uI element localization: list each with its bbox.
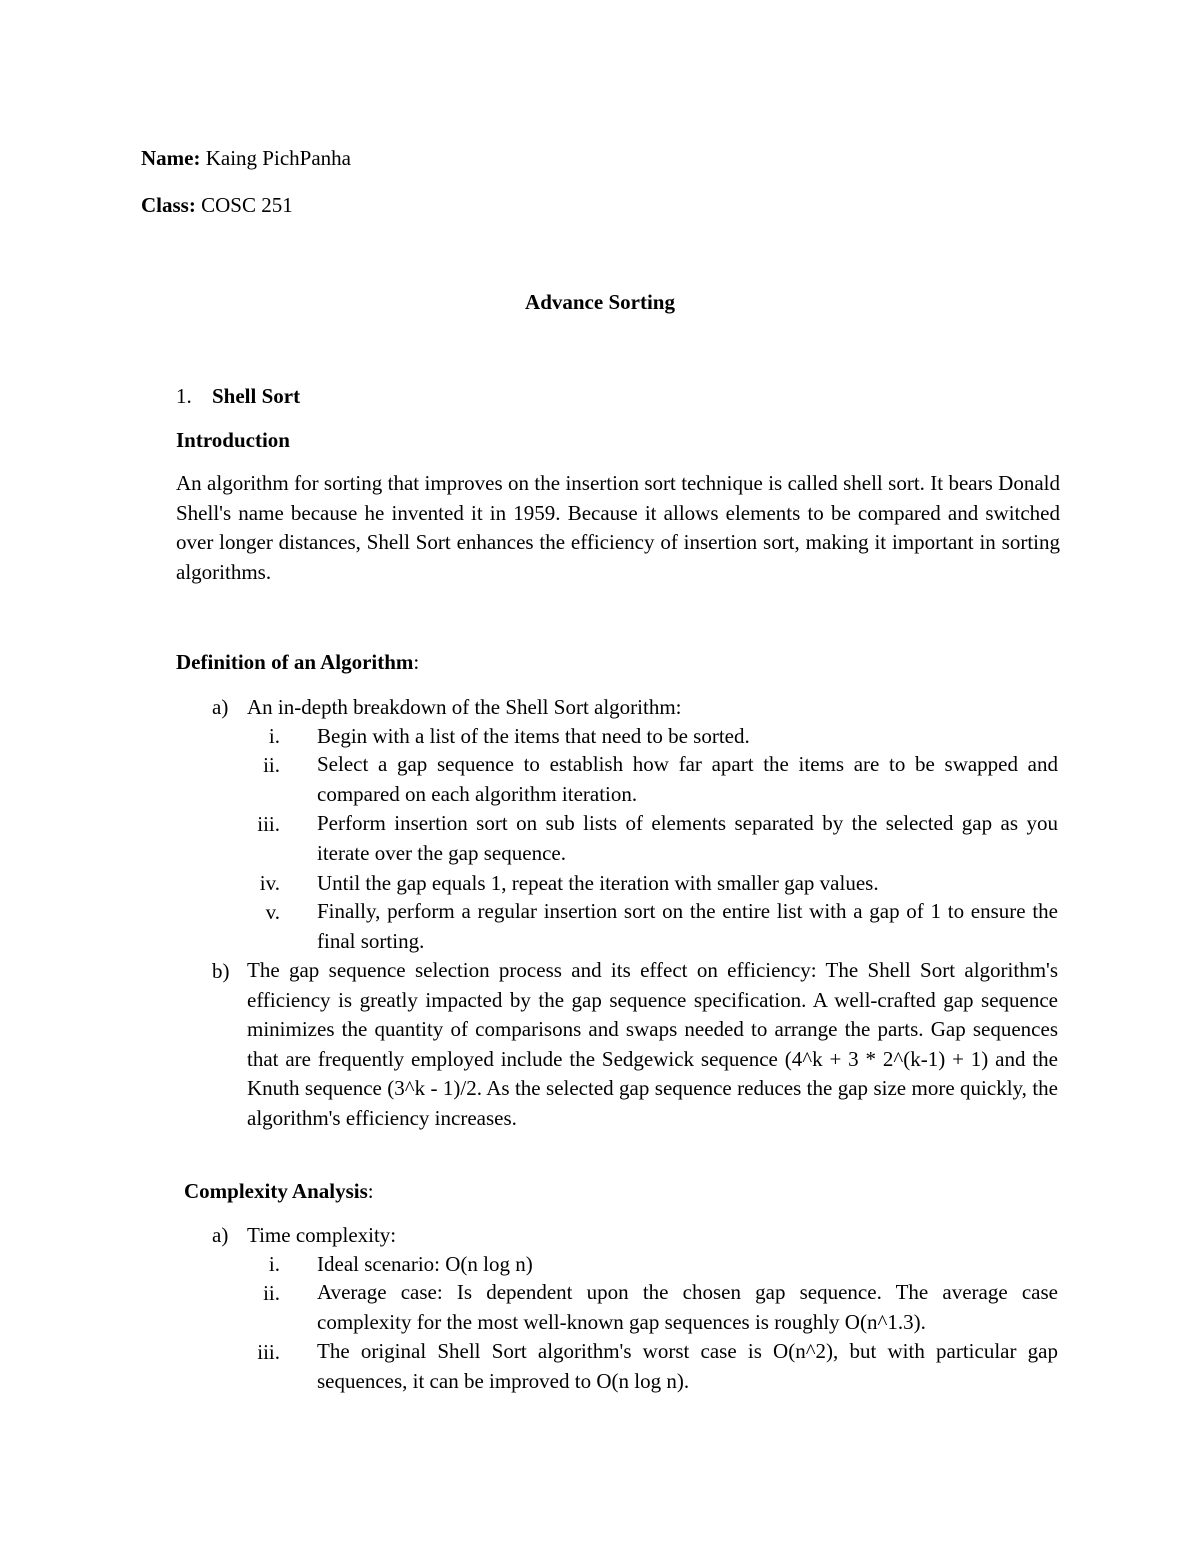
sub-marker: iv. — [259, 871, 280, 895]
list-marker-a: a) — [212, 695, 229, 719]
list-marker-b: b) — [212, 959, 230, 983]
class-value: COSC 251 — [201, 193, 293, 217]
sub-item: Begin with a list of the items that need to be sorted. — [317, 724, 750, 748]
definition-heading-suffix: : — [413, 650, 420, 674]
section-number: 1. — [176, 384, 192, 408]
sub-item: Ideal scenario: O(n log n) — [317, 1252, 533, 1276]
list-item-a: An in-depth breakdown of the Shell Sort algorithm: — [247, 695, 682, 719]
complexity-heading: Complexity Analysis — [184, 1179, 368, 1203]
class-label: Class: — [141, 193, 196, 217]
sub-marker: iii. — [257, 1340, 280, 1364]
sub-marker: i. — [268, 724, 280, 748]
sub-marker: ii. — [263, 753, 280, 777]
name-value: Kaing PichPanha — [205, 146, 351, 170]
definition-heading: Definition of an Algorithm — [176, 650, 414, 674]
sub-item: Finally, perform a regular insertion sort on the entire list with a gap of 1 to ensure the final sorting. — [317, 899, 1058, 953]
sub-item: Average case: Is dependent upon the chosen gap sequence. The average case complexity for the most well-known gap sequences is roughly O(n^1.3). — [317, 1280, 1058, 1334]
sub-item: Until the gap equals 1, repeat the iteration with smaller gap values. — [317, 871, 879, 895]
sub-marker: iii. — [257, 812, 280, 836]
name-line — [141, 145, 351, 171]
name-label: Name: — [141, 146, 201, 170]
sub-marker: ii. — [263, 1281, 280, 1305]
document-title: Advance Sorting — [525, 290, 675, 314]
sub-item: The original Shell Sort algorithm's worst case is O(n^2), but with particular gap sequences, it can be improved to O(n log n). — [317, 1339, 1058, 1393]
intro-paragraph: An algorithm for sorting that improves on the insertion sort technique is called shell sort. It bears Donald Shell's name because he invented it in 1959. Because it allows elements to be compared and switched over longer distances, Shell Sort enhances the efficiency of insertion sort, making it important in sorting algorithms. — [176, 471, 1060, 584]
sub-item: Perform insertion sort on sub lists of elements separated by the selected gap as you iterate over the gap sequence. — [317, 811, 1058, 865]
definition-heading-line — [176, 649, 419, 675]
section-heading: Shell Sort — [212, 384, 301, 408]
sub-item: Select a gap sequence to establish how far apart the items are to be swapped and compared on each algorithm iteration. — [317, 752, 1058, 806]
complexity-heading-line — [184, 1178, 374, 1204]
class-line — [141, 192, 293, 218]
complexity-heading-suffix: : — [367, 1179, 374, 1203]
complexity-marker-a: a) — [212, 1223, 229, 1247]
sub-marker: v. — [265, 900, 280, 924]
list-item-b: The gap sequence selection process and its effect on efficiency: The Shell Sort algorithm's efficiency is greatly impacted by the gap sequence specification. A well-crafted gap sequence minimizes the quantity of comparisons and swaps needed to arrange the parts. Gap sequences that are frequently employed include the Sedgewick sequence (4^k + 3 * 2^(k-1) + 1) and the Knuth sequence (3^k - 1)/2. As the selected gap sequence reduces the gap size more quickly, the algorithm's efficiency increases. — [247, 958, 1058, 1130]
sub-marker: i. — [268, 1252, 280, 1276]
complexity-item-a: Time complexity: — [247, 1223, 397, 1247]
intro-heading: Introduction — [176, 428, 290, 452]
